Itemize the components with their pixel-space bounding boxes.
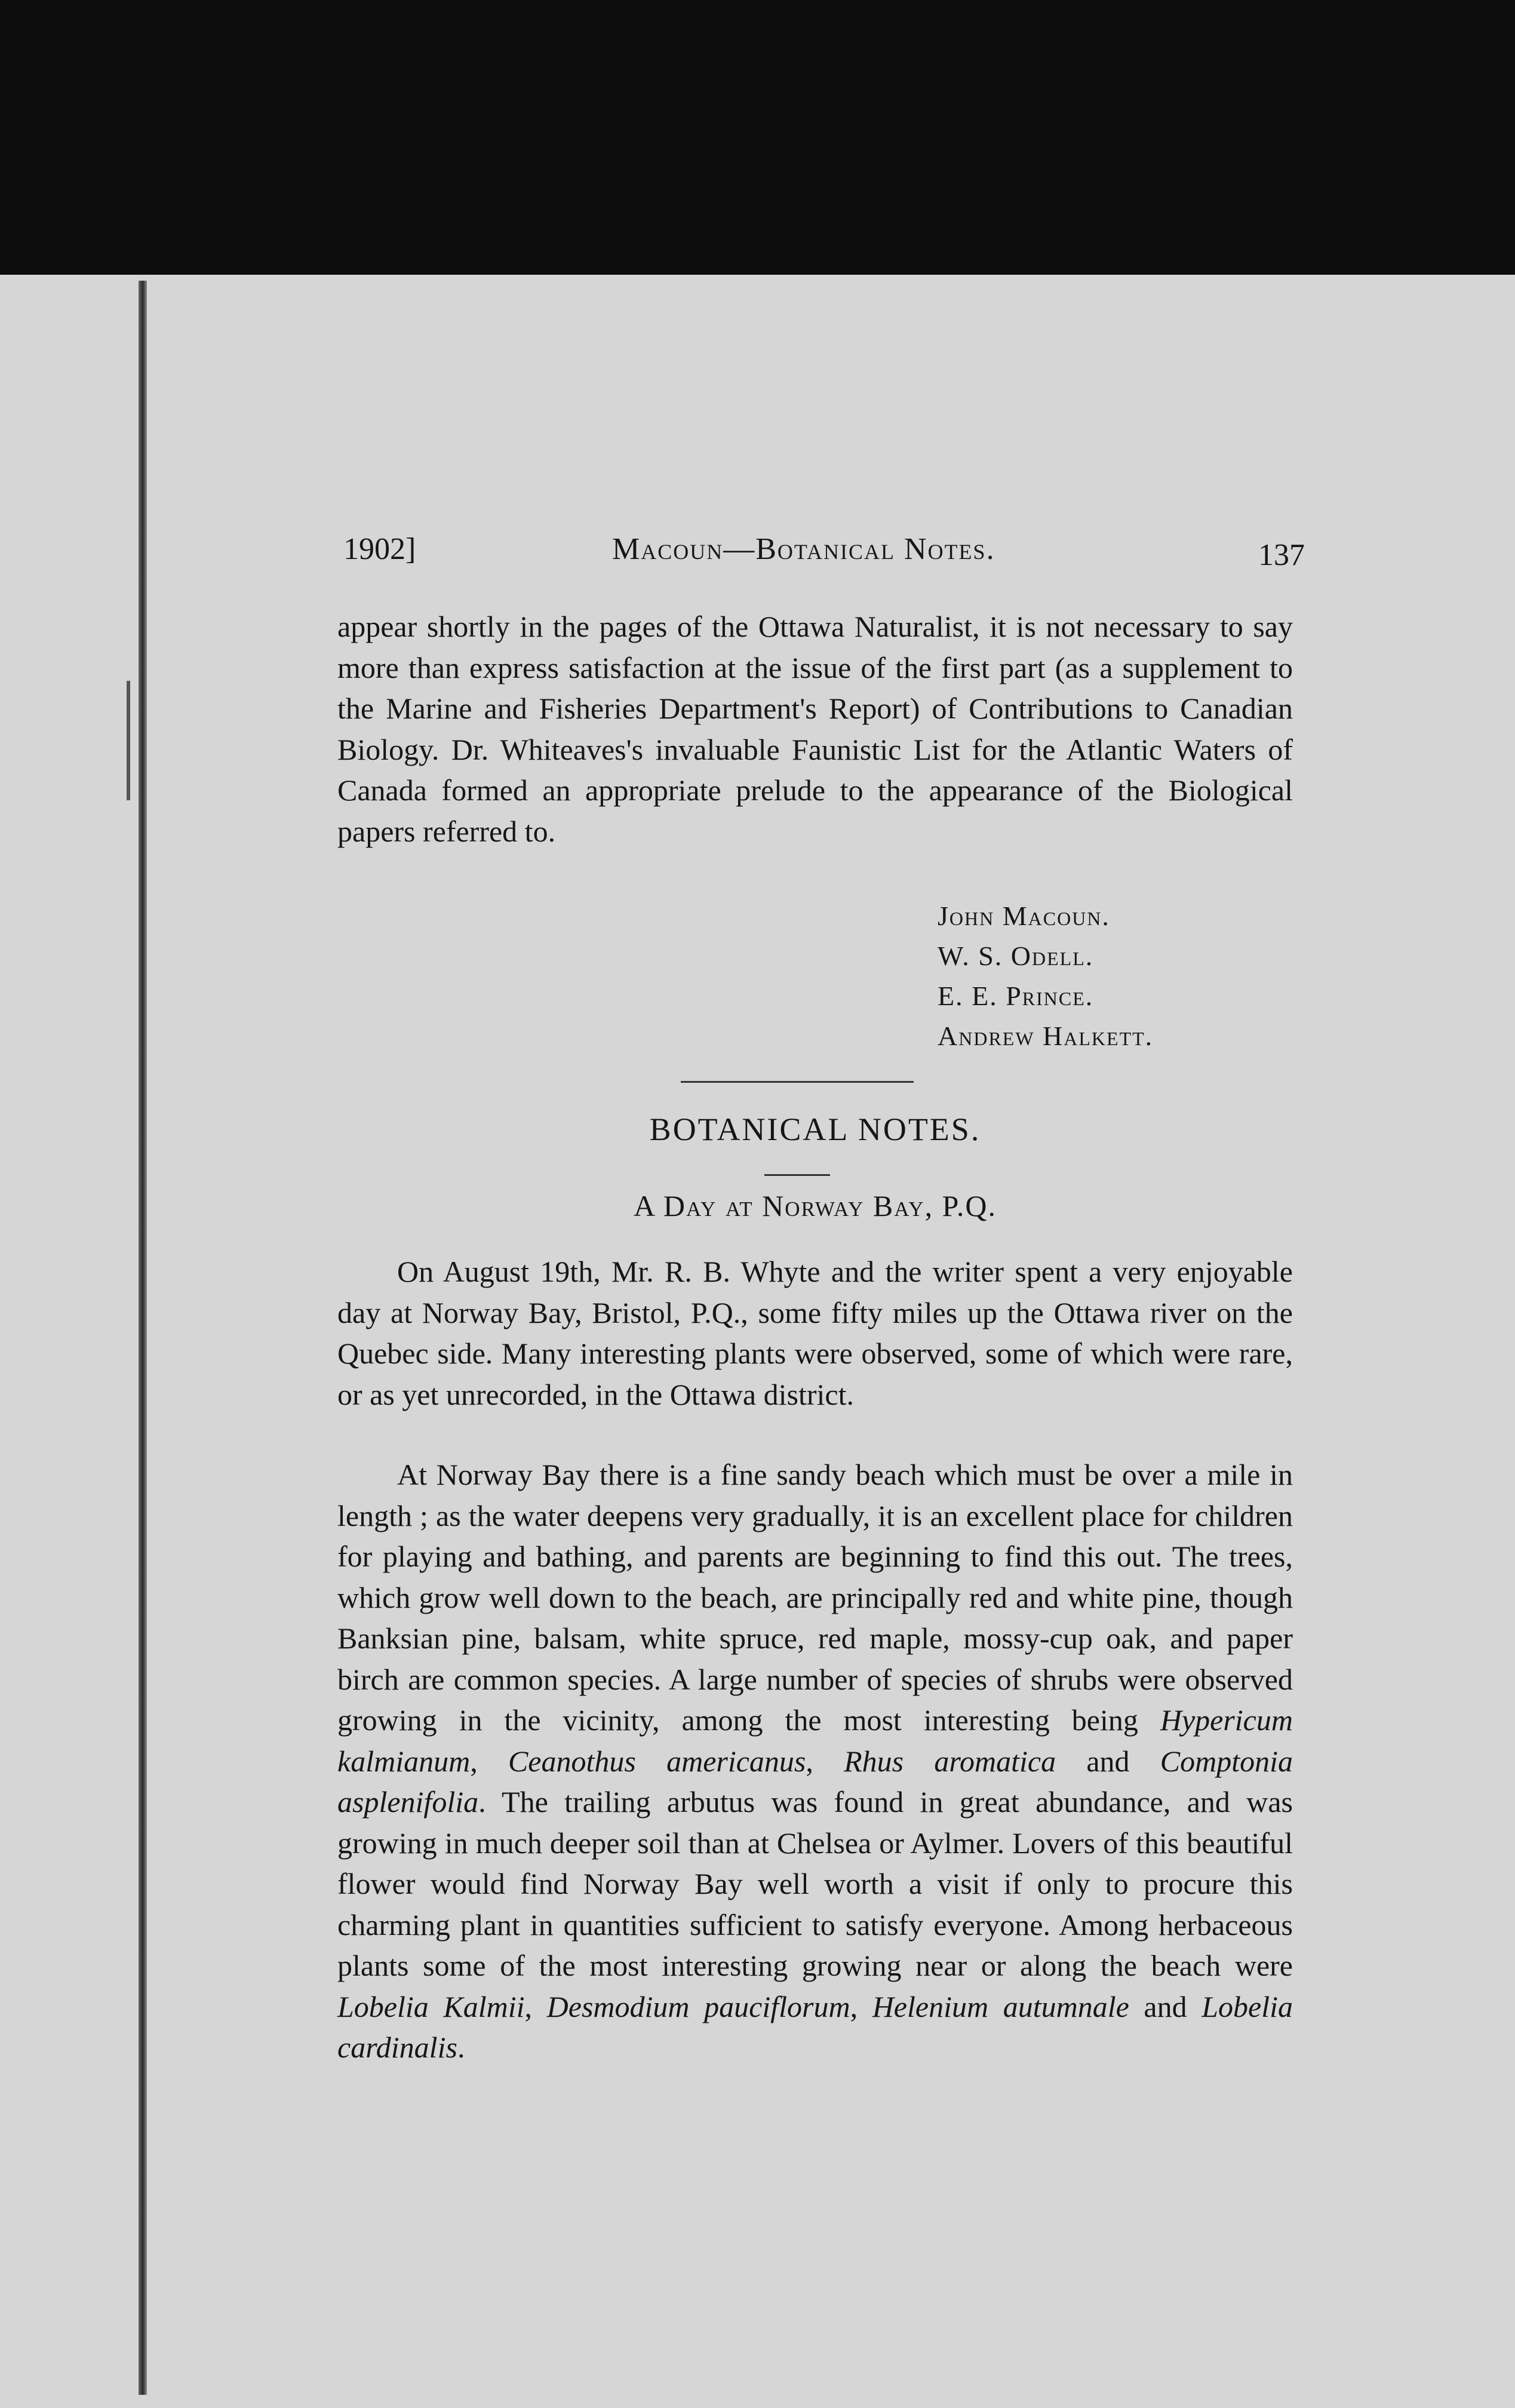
p3-sep-4: ,: [524, 1989, 547, 2023]
species-name-6: Desmodium pauciflorum: [546, 1989, 850, 2023]
p3-sep-6: and: [1129, 1989, 1202, 2023]
species-name-1: Hypericum kalmianum: [337, 1703, 1293, 1778]
species-name-8: Lobelia cardinalis: [337, 1989, 1293, 2064]
subtitle-divider: [764, 1174, 830, 1176]
p3-text-2: . The trailing arbutus was found in great abundance, and was growing in much deeper soil than at Chelsea or Aylmer. Lovers of this beautiful flower would find Norway Bay well worth a visit if only to procure this charming plant in quantities sufficient to satisfy everyone. Among herbaceous plants some of the most interesting growing near or along the beach were: [337, 1785, 1293, 1982]
paragraph-continued: appear shortly in the pages of the Ottawa Naturalist, it is not necessary to say more than express satisfaction at the issue of the first part (as a supplement to the Marine and Fisheries Department's Report) of Contributions to Canadian Biology. Dr. Whiteaves's invaluable Faunistic List for the Atlantic Waters of Canada formed an appropriate prelude to the appearance of the Biological papers referred to.: [337, 610, 1293, 848]
paragraph-intro: On August 19th, Mr. R. B. Whyte and the writer spent a very enjoyable day at Norway Bay, Bristol, P.Q., some fifty miles up the Ottawa river on the Quebec side. Many interesting plants were observed, some of which were rare, or as yet unrecorded, in the Ottawa district.: [337, 1255, 1293, 1411]
signature-4: Andrew Halkett.: [938, 1021, 1154, 1051]
paragraph-beach: [337, 1454, 1293, 2068]
page-spine-edge: [139, 281, 147, 2395]
species-name-5: Lobelia Kalmii: [337, 1989, 525, 2023]
signature-1: John Macoun.: [938, 901, 1110, 931]
page-spine-mark: [127, 681, 130, 800]
section-divider: [681, 1081, 914, 1083]
p3-text-1: At Norway Bay there is a fine sandy beach which must be over a mile in length ; as the water deepens very gradually, it is an excellent place for children for playing and bathing, and parents are beginning to find this out. The trees, which grow well down to the beach, are principally red and white pine, though Banksian pine, balsam, white spruce, red maple, mossy-cup oak, and paper birch are common species. A large number of species of shrubs were observed growing in the vicinity, among the most interesting being: [337, 1458, 1293, 1737]
species-name-3: Rhus aromatica: [844, 1744, 1056, 1778]
p3-sep-1: ,: [470, 1744, 508, 1778]
scan-dark-border: [0, 0, 1515, 281]
signature-3: E. E. Prince.: [938, 981, 1094, 1011]
article-subtitle: A Day at Norway Bay, P.Q.: [634, 1189, 997, 1223]
p3-sep-2: ,: [806, 1744, 844, 1778]
running-head-title: Macoun—Botanical Notes.: [612, 532, 995, 566]
running-head-year: 1902]: [343, 532, 416, 566]
p3-sep-5: ,: [850, 1989, 872, 2023]
section-title: BOTANICAL NOTES.: [649, 1111, 981, 1147]
p3-sep-3: and: [1056, 1744, 1160, 1778]
running-head: [337, 526, 1305, 573]
signature-block: [938, 896, 1296, 1056]
species-name-2: Ceanothus americanus: [508, 1744, 806, 1778]
species-name-4: Comptonia asplenifolia: [337, 1744, 1293, 1819]
p3-end: .: [457, 2031, 465, 2064]
page-number: 137: [1258, 538, 1305, 572]
species-name-7: Helenium autumnale: [872, 1989, 1129, 2023]
signature-2: W. S. Odell.: [938, 941, 1094, 971]
